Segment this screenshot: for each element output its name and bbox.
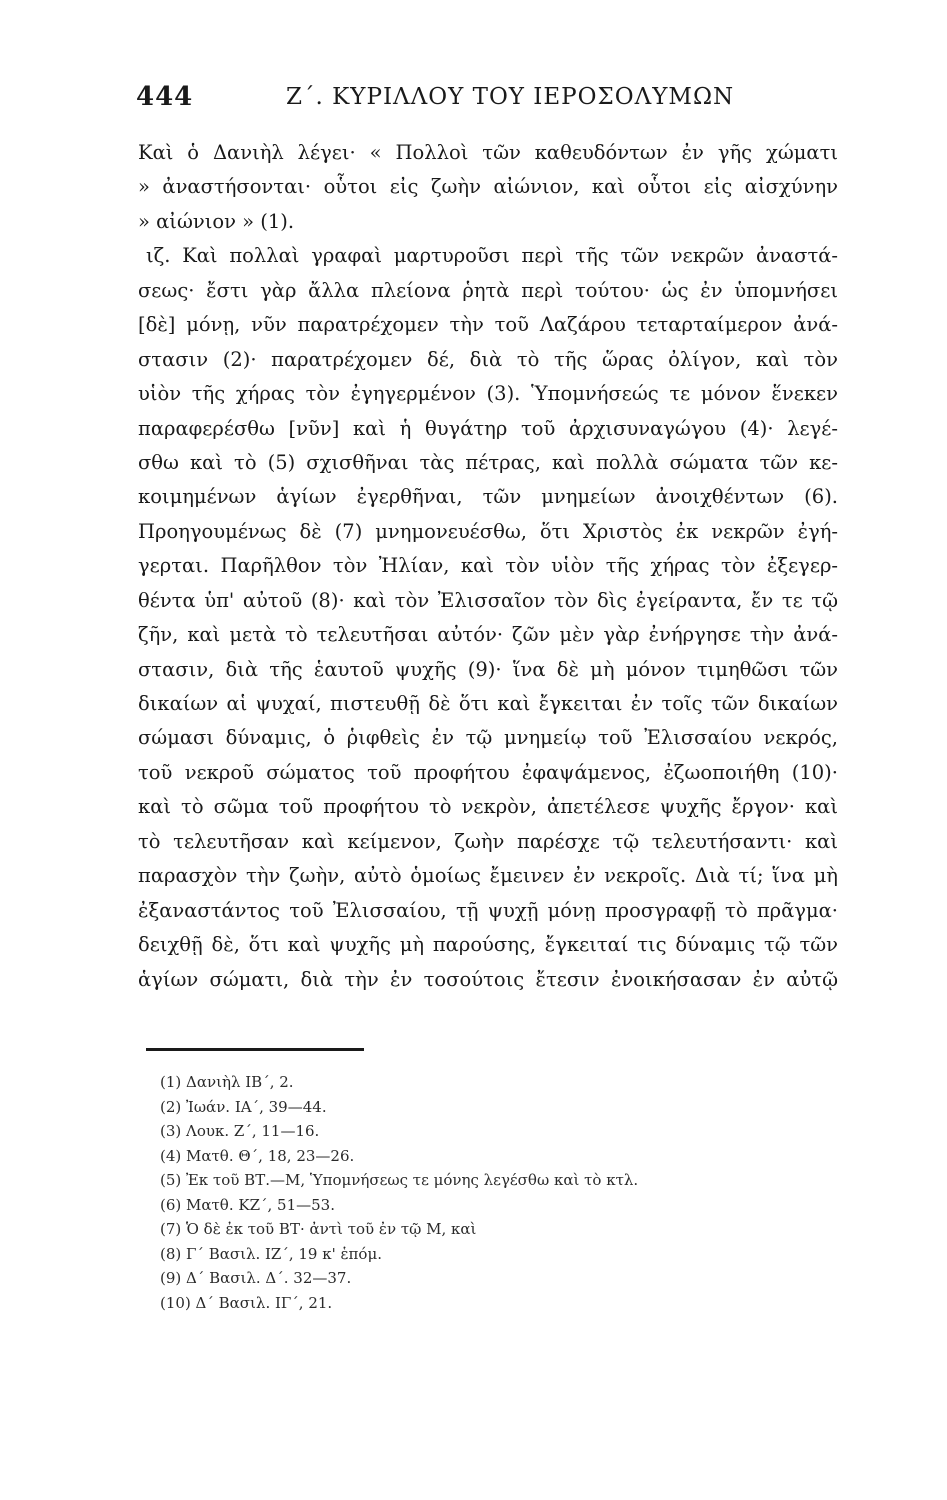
text-line: δικαίων αἱ ψυχαί, πιστευθῇ δὲ ὅτι καὶ ἔγκειται ἐν τοῖς τῶν δικαίων [138,692,838,715]
footnote: (2) Ἰωάν. ΙΑ΄, 39—44. [160,1097,327,1116]
footnote: (4) Ματθ. Θ΄, 18, 23—26. [160,1146,355,1165]
text-line: σώμασι δύναμις, ὁ ῥιφθεὶς ἐν τῷ μνημείῳ τοῦ Ἐλισσαίου νεκρός, [138,726,838,750]
body-text [138,136,838,997]
text-line: καὶ τὸ σῶμα τοῦ προφήτου τὸ νεκρὸν, ἀπετέλεσε ψυχῆς ἔργον· καὶ [138,795,838,819]
text-line: δειχθῇ δὲ, ὅτι καὶ ψυχῆς μὴ παρούσης, ἔγκειταί τις δύναμις τῷ τῶν [138,933,838,957]
text-line: τοῦ νεκροῦ σώματος τοῦ προφήτου ἐφαψάμενος, ἐζωοποιήθη (10)· [138,760,838,784]
footnote: (3) Λουκ. Ζ΄, 11—16. [160,1122,320,1140]
text-line: στασιν (2)· παρατρέχομεν δέ, διὰ τὸ τῆς ὥρας ὀλίγον, καὶ τὸν [138,347,838,371]
text-line: [δὲ] μόνῃ, νῦν παρατρέχομεν τὴν τοῦ Λαζάρου τεταρταίμερον ἀνά- [138,313,838,337]
text-line: παρασχὸν τὴν ζωὴν, αὐτὸ ὁμοίως ἔμεινεν ἐν νεκροῖς. Διὰ τί; ἵνα μὴ [138,864,838,888]
text-line: » αἰώνιον » (1). [138,209,295,233]
footnote: (1) Δανιὴλ ΙΒ΄, 2. [160,1073,294,1091]
footnote: (8) Γ΄ Βασιλ. ΙΖ΄, 19 κ' ἑπόμ. [160,1244,382,1263]
text-line: σεως· ἔστι γὰρ ἄλλα πλείονα ῥητὰ περὶ τούτου· ὡς ἐν ὑπομνήσει [138,278,838,302]
text-line: υἱὸν τῆς χήρας τὸν ἐγηγερμένον (3). Ὑπομνήσεώς τε μόνον ἕνεκεν [138,382,838,406]
footnote: (10) Δ΄ Βασιλ. ΙΓ΄, 21. [160,1293,333,1312]
footnote: (6) Ματθ. ΚΖ΄, 51—53. [160,1195,335,1214]
text-line: Καὶ ὁ Δανιὴλ λέγει· « Πολλοὶ τῶν καθευδόντων ἐν γῆς χώματι [138,141,838,164]
footnote: (7) Ὁ δὲ ἐκ τοῦ ΒΤ· ἀντὶ τοῦ ἐν τῷ Μ, καὶ [160,1220,477,1238]
text-line: » ἀναστήσονται· οὗτοι εἰς ζωὴν αἰώνιον, καὶ οὗτοι εἰς αἰσχύνην [138,175,838,199]
text-line: ιζ. Καὶ πολλαὶ γραφαὶ μαρτυροῦσι περὶ τῆς τῶν νεκρῶν ἀναστά- [146,244,838,268]
page-header [136,82,826,122]
running-head: Ζ΄. ΚΥΡΙΛΛΟΥ ΤΟΥ ΙΕΡΟΣΟΛΥΜΩΝ [286,84,735,110]
text-line: σθω καὶ τὸ (5) σχισθῆναι τὰς πέτρας, καὶ πολλὰ σώματα τῶν κε- [138,450,838,474]
text-line: θέντα ὑπ' αὐτοῦ (8)· καὶ τὸν Ἐλισσαῖον τὸν δὶς ἐγείραντα, ἔν τε τῷ [138,588,838,612]
text-line: Προηγουμένως δὲ (7) μνημονευέσθω, ὅτι Χριστὸς ἐκ νεκρῶν ἐγή- [138,519,838,543]
text-line: ἁγίων σώματι, διὰ τὴν ἐν τοσούτοις ἔτεσιν ἐνοικήσασαν ἐν αὐτῷ [138,967,838,991]
text-line: παραφερέσθω [νῦν] καὶ ἡ θυγάτηρ τοῦ ἀρχισυναγώγου (4)· λεγέ- [138,416,838,440]
footnote: (5) Ἐκ τοῦ ΒΤ.—Μ, Ὑπομνήσεως τε μόνης λεγέσθω καὶ τὸ κτλ. [160,1171,639,1189]
text-line: ζῆν, καὶ μετὰ τὸ τελευτῆσαι αὐτόν· ζῶν μὲν γὰρ ἐνήργησε τὴν ἀνά- [138,623,838,647]
footnotes [160,1070,800,1315]
text-line: γερται. Παρῆλθον τὸν Ἠλίαν, καὶ τὸν υἱὸν τῆς χήρας τὸν ἐξεγερ- [138,554,838,578]
text-line: στασιν, διὰ τῆς ἑαυτοῦ ψυχῆς (9)· ἵνα δὲ μὴ μόνον τιμηθῶσι τῶν [138,657,838,681]
text-line: ἐξαναστάντος τοῦ Ἐλισσαίου, τῇ ψυχῇ μόνῃ προσγραφῇ τὸ πρᾶγμα· [138,898,838,922]
text-line: τὸ τελευτῆσαν καὶ κείμενον, ζωὴν παρέσχε τῷ τελευτήσαντι· καὶ [138,829,838,853]
footnote: (9) Δ΄ Βασιλ. Δ΄. 32—37. [160,1269,352,1287]
footnote-rule [146,1048,364,1051]
text-line: κοιμημένων ἁγίων ἐγερθῆναι, τῶν μνημείων ἀνοιχθέντων (6). [138,485,838,509]
page-number: 444 [136,82,194,112]
